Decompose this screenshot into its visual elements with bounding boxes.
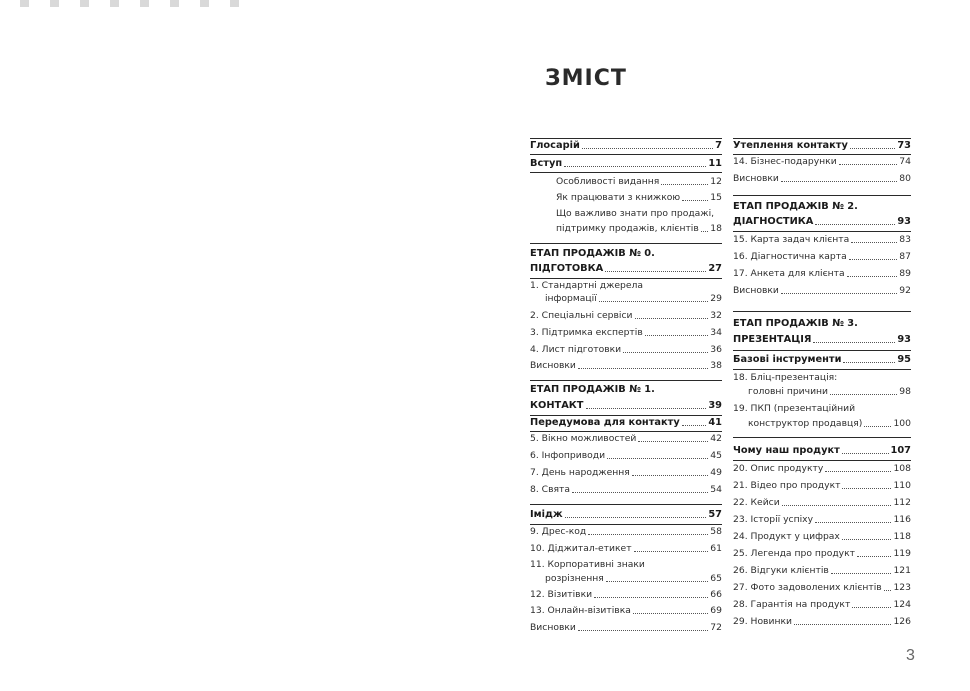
toc-entry[interactable]: Висновки 92 [733,285,911,296]
toc-section[interactable]: ЕТАП ПРОДАЖІВ № 0. [530,248,655,259]
divider [530,243,722,244]
toc-entry[interactable]: 7. День народження 49 [530,467,722,478]
divider [530,431,722,432]
toc-entry[interactable]: 25. Легенда про продукт 119 [733,548,911,559]
divider [530,278,722,279]
divider [733,369,911,370]
toc-entry[interactable]: 18. Бліц-презентація: [733,372,838,383]
toc-entry[interactable]: Передумова для контакту 41 [530,417,722,428]
toc-entry[interactable]: Що важливо знати про продажі, [556,208,715,219]
page-title: ЗМІСТ [545,66,627,91]
divider [733,437,911,438]
toc-entry[interactable]: підтримку продажів, клієнтів 18 [556,223,722,234]
toc-entry[interactable]: 6. Інфоприводи 45 [530,450,722,461]
divider [733,138,911,139]
toc-entry[interactable]: 2. Спеціальні сервіси 32 [530,310,722,321]
toc-entry[interactable]: 8. Свята 54 [530,484,722,495]
toc-entry[interactable]: 4. Лист підготовки 36 [530,344,722,355]
toc-entry[interactable]: 14. Бізнес-подарунки 74 [733,156,911,167]
toc-entry[interactable]: Особливості видання 12 [556,176,722,187]
toc-section[interactable]: КОНТАКТ 39 [530,400,722,411]
toc-section[interactable]: ДІАГНОСТИКА 93 [733,216,911,227]
divider [530,138,722,139]
toc-entry[interactable]: 28. Гарантія на продукт 124 [733,599,911,610]
toc-entry[interactable]: розрізнення 65 [545,573,722,584]
toc-entry[interactable]: 16. Діагностична карта 87 [733,251,911,262]
toc-entry[interactable]: 26. Відгуки клієнтів 121 [733,565,911,576]
toc-entry[interactable]: 29. Новинки 126 [733,616,911,627]
toc-entry[interactable]: 5. Вікно можливостей 42 [530,433,722,444]
divider [530,524,722,525]
divider [733,195,911,196]
toc-entry[interactable]: Вступ 11 [530,158,722,169]
toc-entry[interactable]: 23. Історії успіху 116 [733,514,911,525]
toc-entry[interactable]: 21. Відео про продукт 110 [733,480,911,491]
toc-section[interactable]: ЕТАП ПРОДАЖІВ № 2. [733,201,858,212]
toc-section[interactable]: Чому наш продукт 107 [733,445,911,456]
top-crop-marks [0,0,260,8]
toc-entry[interactable]: 13. Онлайн-візитівка 69 [530,605,722,616]
toc-entry[interactable]: 27. Фото задоволених клієнтів 123 [733,582,911,593]
toc-entry[interactable]: конструктор продавця) 100 [748,418,911,429]
divider [530,415,722,416]
toc-entry[interactable]: Висновки 80 [733,173,911,184]
divider [530,504,722,505]
toc-entry[interactable]: головні причини 98 [748,386,911,397]
toc-entry[interactable]: 12. Візитівки 66 [530,589,722,600]
toc-section[interactable]: ЕТАП ПРОДАЖІВ № 3. [733,318,858,329]
divider [530,172,722,173]
divider [733,154,911,155]
toc-entry[interactable]: 15. Карта задач клієнта 83 [733,234,911,245]
toc-entry[interactable]: Глосарій 7 [530,140,722,151]
page-number: 3 [906,647,915,664]
divider [733,311,911,312]
toc-section[interactable]: Імідж 57 [530,509,722,520]
toc-section[interactable]: ЕТАП ПРОДАЖІВ № 1. [530,384,655,395]
toc-entry[interactable]: 11. Корпоративні знаки [530,559,645,570]
toc-entry[interactable]: 19. ПКП (презентаційний [733,403,856,414]
toc-entry[interactable]: Як працювати з книжкою 15 [556,192,722,203]
toc-entry[interactable]: 20. Опис продукту 108 [733,463,911,474]
toc-entry[interactable]: 3. Підтримка експертів 34 [530,327,722,338]
toc-section[interactable]: Утеплення контакту 73 [733,140,911,151]
divider [733,350,911,351]
toc-section[interactable]: ПРЕЗЕНТАЦІЯ 93 [733,334,911,345]
toc-entry[interactable]: 17. Анкета для клієнта 89 [733,268,911,279]
toc-entry[interactable]: 22. Кейси 112 [733,497,911,508]
divider [733,231,911,232]
toc-entry[interactable]: 9. Дрес-код 58 [530,526,722,537]
toc-entry[interactable]: Базові інструменти 95 [733,354,911,365]
toc-entry[interactable]: Висновки 72 [530,622,722,633]
toc-entry[interactable]: Висновки 38 [530,360,722,371]
toc-section[interactable]: ПІДГОТОВКА 27 [530,263,722,274]
toc-entry[interactable]: 10. Діджитал-етикет 61 [530,543,722,554]
toc-entry[interactable]: 24. Продукт у цифрах 118 [733,531,911,542]
toc-entry[interactable]: інформації 29 [545,293,722,304]
divider [733,460,911,461]
toc-entry[interactable]: 1. Стандартні джерела [530,280,644,291]
divider [530,154,722,155]
divider [530,380,722,381]
